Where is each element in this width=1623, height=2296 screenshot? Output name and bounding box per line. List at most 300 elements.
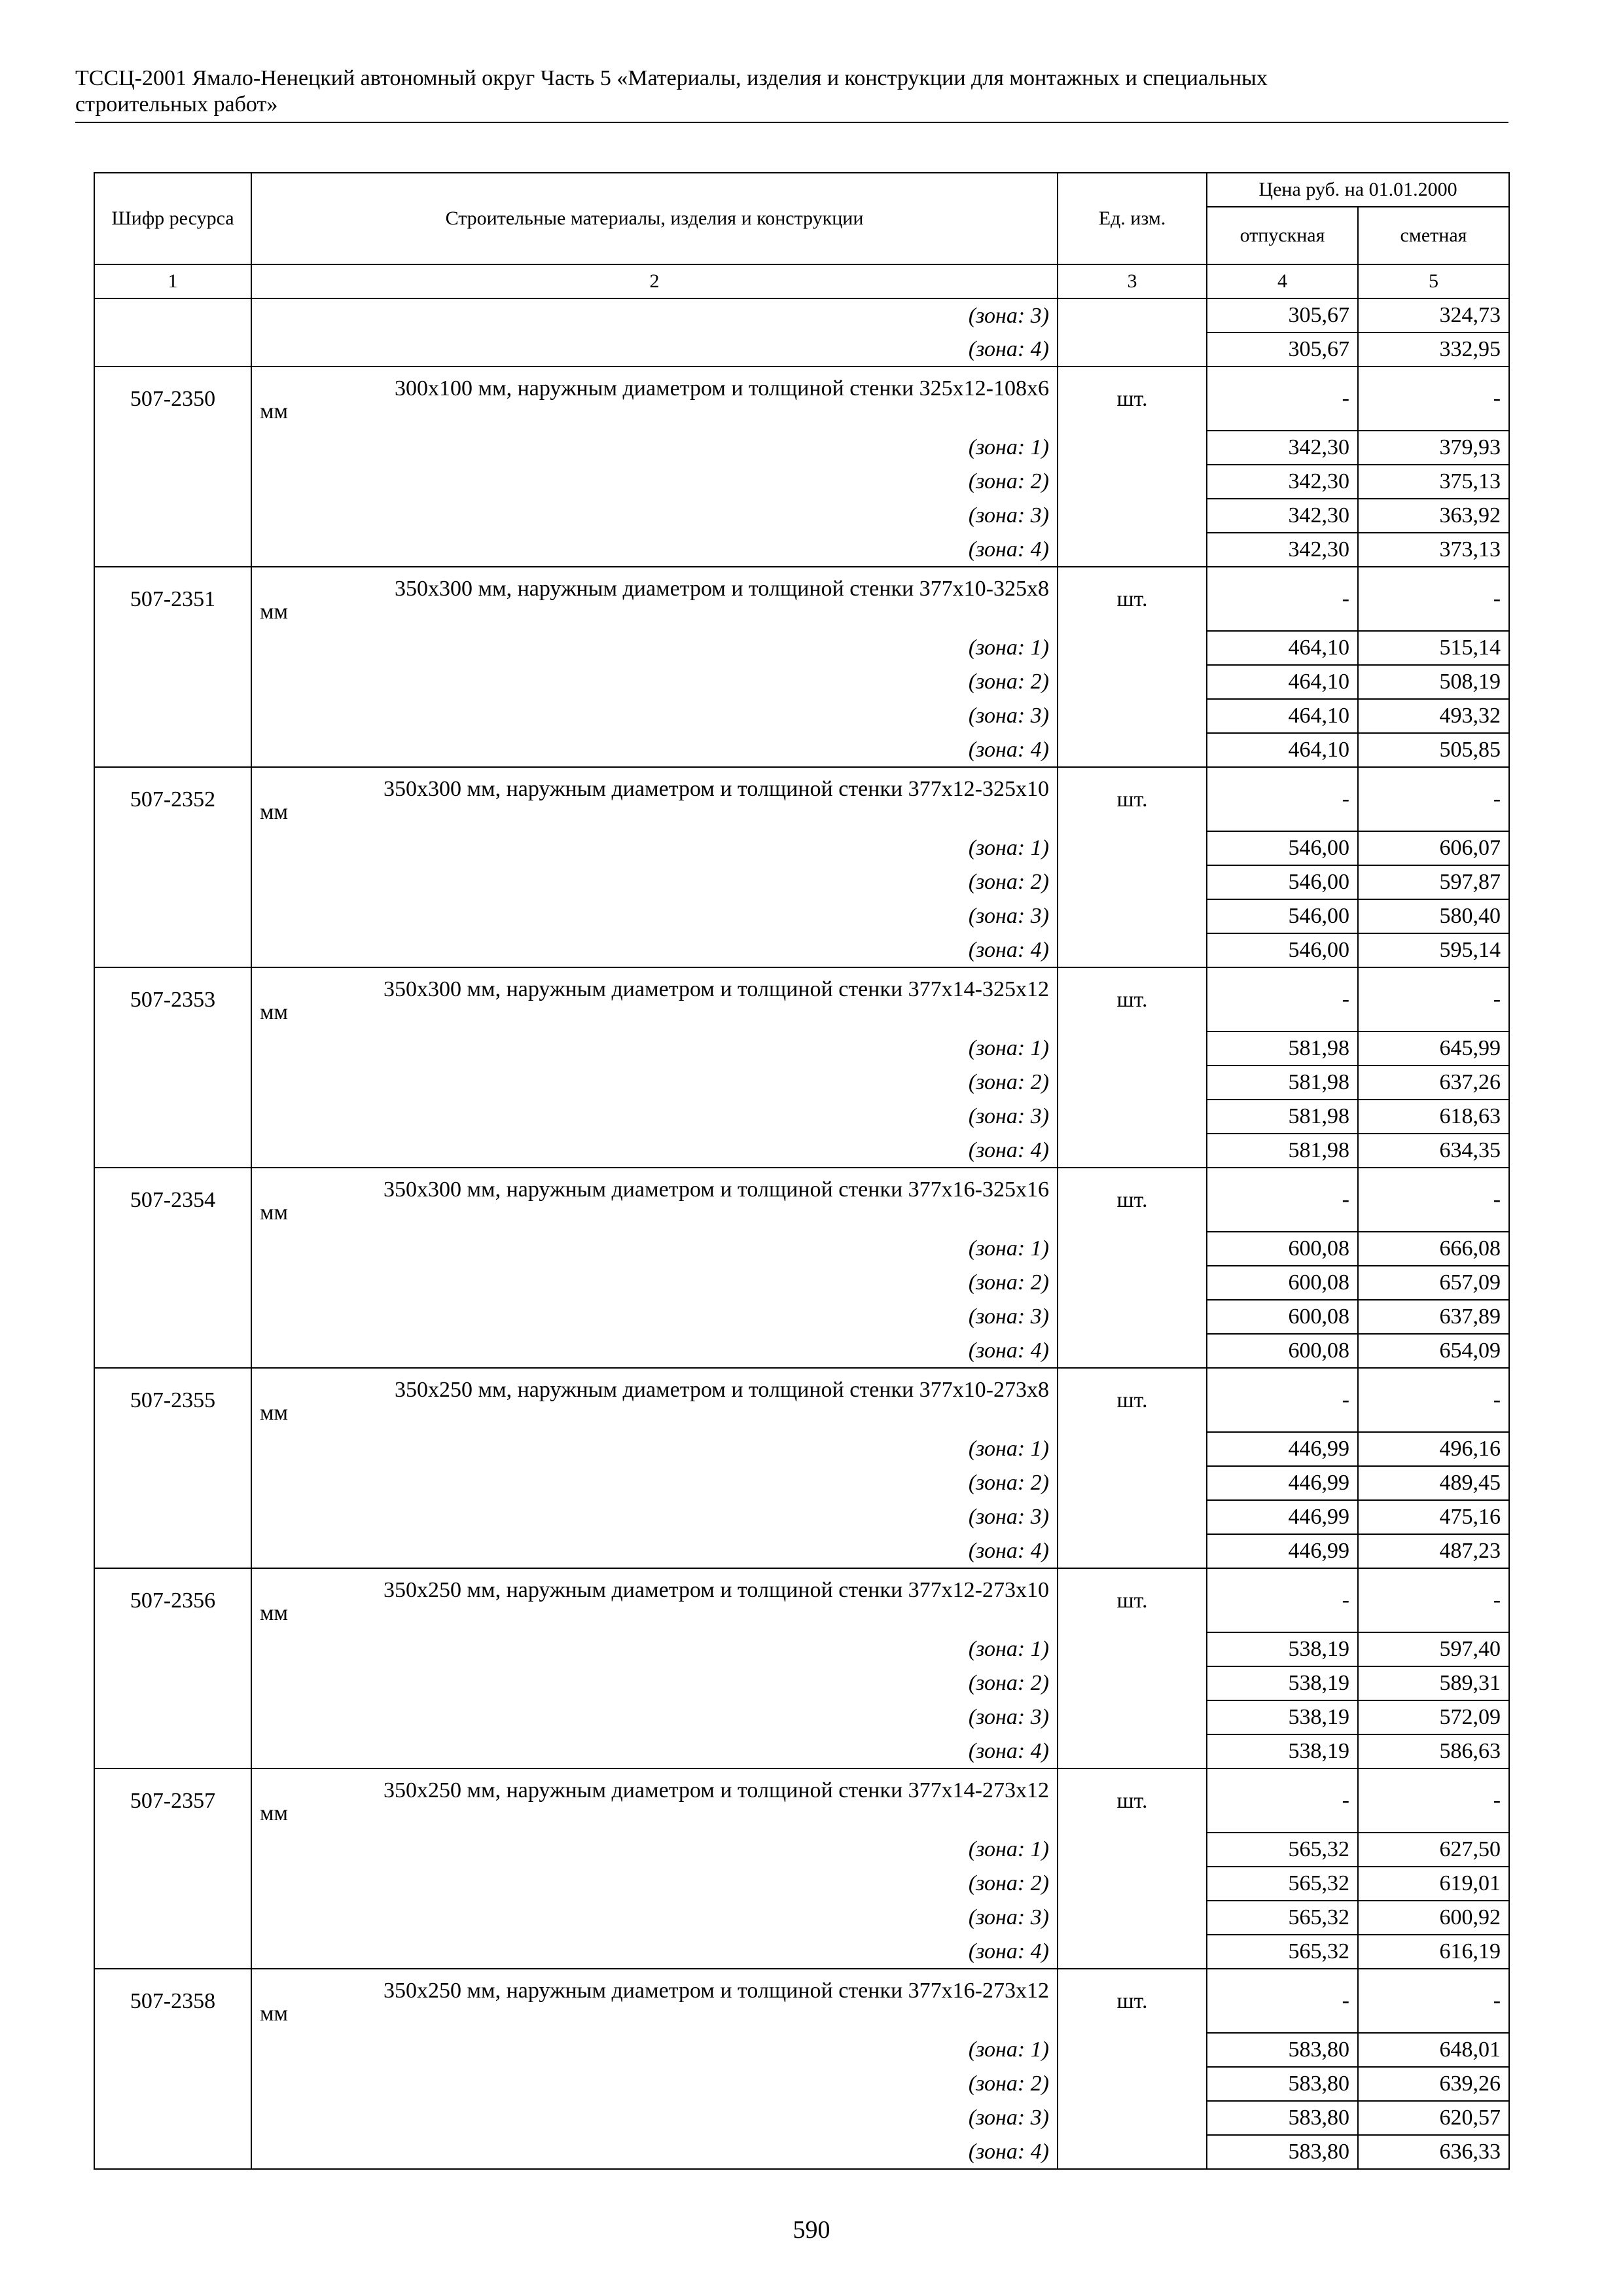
description-line2: мм <box>260 1200 289 1225</box>
release-price: 342,30 <box>1207 431 1358 465</box>
zone-row <box>94 1066 1509 1100</box>
code-cell-empty <box>94 933 251 967</box>
item-description <box>251 1368 1058 1432</box>
zone-row <box>94 1833 1509 1867</box>
estimate-price: 508,19 <box>1358 665 1509 699</box>
zone-label: (зона: 4) <box>251 1134 1058 1168</box>
release-price: 600,08 <box>1207 1300 1358 1334</box>
estimate-price: 616,19 <box>1358 1935 1509 1969</box>
release-price: - <box>1207 567 1358 631</box>
release-price: 464,10 <box>1207 631 1358 665</box>
estimate-price: 597,40 <box>1358 1632 1509 1666</box>
unit-of-measure: шт. <box>1058 967 1207 1031</box>
description-line1: 350х250 мм, наружным диаметром и толщиной стенки 377х10-273х8 <box>395 1377 1049 1402</box>
release-price: 581,98 <box>1207 1134 1358 1168</box>
col-header-code: Шифр ресурса <box>94 173 251 264</box>
resource-code: 507-2356 <box>94 1568 251 1632</box>
zone-row <box>94 2101 1509 2135</box>
code-cell-empty <box>94 733 251 767</box>
estimate-price: 666,08 <box>1358 1232 1509 1266</box>
estimate-price: 637,89 <box>1358 1300 1509 1334</box>
code-cell-empty <box>94 831 251 865</box>
zone-label: (зона: 2) <box>251 865 1058 899</box>
code-cell-empty <box>94 332 251 367</box>
zone-label: (зона: 1) <box>251 1632 1058 1666</box>
estimate-price: 636,33 <box>1358 2135 1509 2169</box>
zone-label: (зона: 3) <box>251 1100 1058 1134</box>
unit-cell-empty <box>1058 899 1207 933</box>
zone-row <box>94 699 1509 733</box>
unit-cell-empty <box>1058 1632 1207 1666</box>
description-line2: мм <box>260 799 289 824</box>
estimate-price: 363,92 <box>1358 499 1509 533</box>
zone-row <box>94 1700 1509 1734</box>
zone-label: (зона: 2) <box>251 465 1058 499</box>
code-cell-empty <box>94 2135 251 2169</box>
zone-label: (зона: 4) <box>251 1334 1058 1368</box>
col-header-estimate-price: сметная <box>1358 207 1509 264</box>
zone-label: (зона: 1) <box>251 1833 1058 1867</box>
code-cell-empty <box>94 1031 251 1066</box>
col-header-release-price: отпускная <box>1207 207 1358 264</box>
zone-label: (зона: 4) <box>251 733 1058 767</box>
zone-label: (зона: 2) <box>251 665 1058 699</box>
release-price: 538,19 <box>1207 1632 1358 1666</box>
item-description <box>251 967 1058 1031</box>
code-cell-empty <box>94 1833 251 1867</box>
release-price: 565,32 <box>1207 1833 1358 1867</box>
zone-label: (зона: 2) <box>251 1266 1058 1300</box>
release-price: 446,99 <box>1207 1534 1358 1568</box>
code-cell-empty <box>94 1935 251 1969</box>
col-number: 1 <box>94 264 251 298</box>
description-line1: 350х250 мм, наружным диаметром и толщиной стенки 377х14-273х12 <box>383 1778 1049 1803</box>
code-cell-empty <box>94 1066 251 1100</box>
zone-label: (зона: 3) <box>251 1901 1058 1935</box>
release-price: - <box>1207 1969 1358 2033</box>
zone-row <box>94 332 1509 367</box>
zone-label: (зона: 1) <box>251 431 1058 465</box>
zone-label: (зона: 4) <box>251 1734 1058 1768</box>
release-price: 342,30 <box>1207 465 1358 499</box>
col-header-price-group: Цена руб. на 01.01.2000 <box>1207 173 1509 207</box>
description-line2: мм <box>260 399 289 423</box>
release-price: - <box>1207 1568 1358 1632</box>
unit-cell-empty <box>1058 1833 1207 1867</box>
unit-cell-empty <box>1058 1300 1207 1334</box>
col-number: 2 <box>251 264 1058 298</box>
estimate-price: 639,26 <box>1358 2067 1509 2101</box>
unit-cell-empty <box>1058 2067 1207 2101</box>
header-title-line2: строительных работ» <box>75 92 278 117</box>
zone-label: (зона: 3) <box>251 2101 1058 2135</box>
unit-cell-empty <box>1058 699 1207 733</box>
code-cell-empty <box>94 1266 251 1300</box>
estimate-price: 324,73 <box>1358 298 1509 332</box>
code-cell-empty <box>94 1534 251 1568</box>
zone-row <box>94 2067 1509 2101</box>
description-line2: мм <box>260 599 289 624</box>
resource-code: 507-2352 <box>94 767 251 831</box>
zone-row <box>94 1466 1509 1500</box>
release-price: 538,19 <box>1207 1700 1358 1734</box>
release-price: 446,99 <box>1207 1500 1358 1534</box>
page-number: 590 <box>793 2216 830 2244</box>
zone-row <box>94 1867 1509 1901</box>
estimate-price: 505,85 <box>1358 733 1509 767</box>
release-price: - <box>1207 967 1358 1031</box>
unit-cell-empty <box>1058 831 1207 865</box>
item-description <box>251 1768 1058 1833</box>
code-cell-empty <box>94 1867 251 1901</box>
estimate-price: 375,13 <box>1358 465 1509 499</box>
zone-label: (зона: 4) <box>251 533 1058 567</box>
estimate-price: 606,07 <box>1358 831 1509 865</box>
header-title-line1: ТССЦ-2001 Ямало-Ненецкий автономный округ Часть 5 «Материалы, изделия и конструкции для монтажных и специальных <box>75 66 1268 90</box>
code-cell-empty <box>94 665 251 699</box>
code-cell-empty <box>94 699 251 733</box>
unit-cell-empty <box>1058 865 1207 899</box>
document-header <box>75 65 1502 118</box>
release-price: 305,67 <box>1207 298 1358 332</box>
description-line2: мм <box>260 1801 289 1825</box>
zone-label: (зона: 3) <box>251 699 1058 733</box>
release-price: 446,99 <box>1207 1466 1358 1500</box>
col-header-name: Строительные материалы, изделия и конструкции <box>251 173 1058 264</box>
unit-cell-empty <box>1058 1901 1207 1935</box>
unit-cell-empty <box>1058 465 1207 499</box>
zone-label: (зона: 2) <box>251 1066 1058 1100</box>
release-price: 581,98 <box>1207 1031 1358 1066</box>
description-line1: 350х250 мм, наружным диаметром и толщиной стенки 377х16-273х12 <box>383 1978 1049 2003</box>
unit-of-measure: шт. <box>1058 1768 1207 1833</box>
zone-row <box>94 899 1509 933</box>
estimate-price: - <box>1358 367 1509 431</box>
release-price: - <box>1207 767 1358 831</box>
code-cell-empty <box>94 298 251 332</box>
unit-cell-empty <box>1058 1500 1207 1534</box>
estimate-price: 580,40 <box>1358 899 1509 933</box>
zone-row <box>94 1031 1509 1066</box>
code-cell-empty <box>94 2033 251 2067</box>
estimate-price: 627,50 <box>1358 1833 1509 1867</box>
zone-row <box>94 1500 1509 1534</box>
unit-cell-empty <box>1058 1266 1207 1300</box>
unit-cell-empty <box>1058 1867 1207 1901</box>
zone-row <box>94 1534 1509 1568</box>
release-price: 583,80 <box>1207 2033 1358 2067</box>
resource-code: 507-2351 <box>94 567 251 631</box>
release-price: 600,08 <box>1207 1334 1358 1368</box>
estimate-price: - <box>1358 567 1509 631</box>
zone-label: (зона: 1) <box>251 1031 1058 1066</box>
zone-label: (зона: 2) <box>251 1466 1058 1500</box>
estimate-price: 657,09 <box>1358 1266 1509 1300</box>
zone-label: (зона: 1) <box>251 1232 1058 1266</box>
description-line1: 350х300 мм, наружным диаметром и толщиной стенки 377х12-325х10 <box>383 776 1049 801</box>
release-price: 464,10 <box>1207 665 1358 699</box>
item-description <box>251 1969 1058 2033</box>
code-cell-empty <box>94 1466 251 1500</box>
unit-cell-empty <box>1058 1100 1207 1134</box>
unit-cell-empty <box>1058 1432 1207 1466</box>
item-description <box>251 367 1058 431</box>
code-cell-empty <box>94 1134 251 1168</box>
zone-row <box>94 1334 1509 1368</box>
zone-label: (зона: 2) <box>251 1867 1058 1901</box>
zone-row <box>94 1300 1509 1334</box>
description-line1: 350х300 мм, наружным диаметром и толщиной стенки 377х10-325х8 <box>395 576 1049 601</box>
code-cell-empty <box>94 1700 251 1734</box>
zone-row <box>94 1632 1509 1666</box>
zone-label: (зона: 2) <box>251 2067 1058 2101</box>
table-header <box>94 173 1509 298</box>
estimate-price: 373,13 <box>1358 533 1509 567</box>
table-row <box>94 367 1509 431</box>
estimate-price: 620,57 <box>1358 2101 1509 2135</box>
item-description <box>251 1168 1058 1232</box>
unit-cell-empty <box>1058 2135 1207 2169</box>
zone-row <box>94 865 1509 899</box>
estimate-price: 597,87 <box>1358 865 1509 899</box>
code-cell-empty <box>94 1500 251 1534</box>
description-line1: 350х300 мм, наружным диаметром и толщиной стенки 377х16-325х16 <box>383 1177 1049 1202</box>
code-cell-empty <box>94 899 251 933</box>
release-price: 546,00 <box>1207 933 1358 967</box>
release-price: 464,10 <box>1207 733 1358 767</box>
release-price: - <box>1207 367 1358 431</box>
unit-cell-empty <box>1058 1534 1207 1568</box>
unit-cell-empty <box>1058 1134 1207 1168</box>
release-price: 342,30 <box>1207 533 1358 567</box>
release-price: 538,19 <box>1207 1734 1358 1768</box>
estimate-price: 645,99 <box>1358 1031 1509 1066</box>
unit-cell-empty <box>1058 1334 1207 1368</box>
estimate-price: 619,01 <box>1358 1867 1509 1901</box>
description-line2: мм <box>260 1400 289 1425</box>
code-cell-empty <box>94 1632 251 1666</box>
resource-code: 507-2358 <box>94 1969 251 2033</box>
code-cell-empty <box>94 2101 251 2135</box>
col-number: 4 <box>1207 264 1358 298</box>
unit-cell-empty <box>1058 1935 1207 1969</box>
resource-code: 507-2354 <box>94 1168 251 1232</box>
unit-cell-empty <box>1058 2101 1207 2135</box>
zone-label: (зона: 4) <box>251 1935 1058 1969</box>
estimate-price: 637,26 <box>1358 1066 1509 1100</box>
estimate-price: 648,01 <box>1358 2033 1509 2067</box>
unit-of-measure: шт. <box>1058 1568 1207 1632</box>
zone-row <box>94 1432 1509 1466</box>
unit-cell-empty <box>1058 665 1207 699</box>
code-cell-empty <box>94 1432 251 1466</box>
estimate-price: 634,35 <box>1358 1134 1509 1168</box>
unit-cell-empty <box>1058 1066 1207 1100</box>
code-cell-empty <box>94 1734 251 1768</box>
unit-of-measure: шт. <box>1058 567 1207 631</box>
unit-of-measure: шт. <box>1058 367 1207 431</box>
release-price: - <box>1207 1168 1358 1232</box>
zone-row <box>94 831 1509 865</box>
release-price: - <box>1207 1768 1358 1833</box>
estimate-price: - <box>1358 1368 1509 1432</box>
unit-cell-empty <box>1058 1232 1207 1266</box>
unit-cell-empty <box>1058 1031 1207 1066</box>
estimate-price: - <box>1358 967 1509 1031</box>
zone-row <box>94 733 1509 767</box>
code-cell-empty <box>94 431 251 465</box>
release-price: 583,80 <box>1207 2101 1358 2135</box>
release-price: 305,67 <box>1207 332 1358 367</box>
zone-label: (зона: 1) <box>251 1432 1058 1466</box>
zone-label: (зона: 2) <box>251 1666 1058 1700</box>
code-cell-empty <box>94 1300 251 1334</box>
release-price: 446,99 <box>1207 1432 1358 1466</box>
code-cell-empty <box>94 1232 251 1266</box>
estimate-price: 589,31 <box>1358 1666 1509 1700</box>
header-divider <box>75 122 1508 123</box>
zone-row <box>94 2033 1509 2067</box>
table-row <box>94 967 1509 1031</box>
zone-label: (зона: 4) <box>251 1534 1058 1568</box>
estimate-price: - <box>1358 1768 1509 1833</box>
unit-of-measure: шт. <box>1058 1368 1207 1432</box>
description-line1: 300х100 мм, наружным диаметром и толщиной стенки 325х12-108х6 <box>395 376 1049 401</box>
unit-cell-empty <box>1058 298 1207 332</box>
description-line1: 350х300 мм, наружным диаметром и толщиной стенки 377х14-325х12 <box>383 977 1049 1001</box>
item-description <box>251 567 1058 631</box>
table-row <box>94 1568 1509 1632</box>
estimate-price: 595,14 <box>1358 933 1509 967</box>
unit-cell-empty <box>1058 1734 1207 1768</box>
resource-code: 507-2357 <box>94 1768 251 1833</box>
estimate-price: 654,09 <box>1358 1334 1509 1368</box>
release-price: 538,19 <box>1207 1666 1358 1700</box>
zone-row <box>94 1266 1509 1300</box>
estimate-price: 332,95 <box>1358 332 1509 367</box>
release-price: 600,08 <box>1207 1232 1358 1266</box>
release-price: 600,08 <box>1207 1266 1358 1300</box>
estimate-price: 572,09 <box>1358 1700 1509 1734</box>
zone-label: (зона: 1) <box>251 631 1058 665</box>
code-cell-empty <box>94 1334 251 1368</box>
table-row <box>94 1368 1509 1432</box>
release-price: 581,98 <box>1207 1100 1358 1134</box>
col-number: 5 <box>1358 264 1509 298</box>
release-price: 583,80 <box>1207 2135 1358 2169</box>
zone-row <box>94 1134 1509 1168</box>
unit-cell-empty <box>1058 733 1207 767</box>
release-price: 583,80 <box>1207 2067 1358 2101</box>
unit-of-measure: шт. <box>1058 1969 1207 2033</box>
release-price: 565,32 <box>1207 1867 1358 1901</box>
zone-row <box>94 1734 1509 1768</box>
release-price: 546,00 <box>1207 865 1358 899</box>
zone-label: (зона: 1) <box>251 831 1058 865</box>
estimate-price: 515,14 <box>1358 631 1509 665</box>
release-price: 581,98 <box>1207 1066 1358 1100</box>
code-cell-empty <box>94 1100 251 1134</box>
code-cell-empty <box>94 631 251 665</box>
zone-label: (зона: 4) <box>251 2135 1058 2169</box>
unit-cell-empty <box>1058 332 1207 367</box>
zone-row <box>94 1901 1509 1935</box>
zone-label: (зона: 3) <box>251 298 1058 332</box>
release-price: 464,10 <box>1207 699 1358 733</box>
estimate-price: 618,63 <box>1358 1100 1509 1134</box>
item-description <box>251 1568 1058 1632</box>
zone-row <box>94 665 1509 699</box>
estimate-price: - <box>1358 1168 1509 1232</box>
release-price: - <box>1207 1368 1358 1432</box>
zone-label: (зона: 3) <box>251 1700 1058 1734</box>
description-line2: мм <box>260 2001 289 2026</box>
zone-row <box>94 1666 1509 1700</box>
zone-label: (зона: 4) <box>251 933 1058 967</box>
zone-row <box>94 465 1509 499</box>
code-cell-empty <box>94 499 251 533</box>
unit-of-measure: шт. <box>1058 1168 1207 1232</box>
zone-row <box>94 1100 1509 1134</box>
table-row <box>94 1768 1509 1833</box>
release-price: 565,32 <box>1207 1935 1358 1969</box>
unit-cell-empty <box>1058 1466 1207 1500</box>
estimate-price: - <box>1358 1969 1509 2033</box>
zone-row <box>94 499 1509 533</box>
zone-row <box>94 1935 1509 1969</box>
col-header-unit: Ед. изм. <box>1058 173 1207 264</box>
estimate-price: 493,32 <box>1358 699 1509 733</box>
release-price: 546,00 <box>1207 899 1358 933</box>
unit-cell-empty <box>1058 631 1207 665</box>
zone-label: (зона: 3) <box>251 499 1058 533</box>
zone-row <box>94 431 1509 465</box>
estimate-price: - <box>1358 767 1509 831</box>
code-cell-empty <box>94 865 251 899</box>
estimate-price: 475,16 <box>1358 1500 1509 1534</box>
estimate-price: 600,92 <box>1358 1901 1509 1935</box>
col-number: 3 <box>1058 264 1207 298</box>
unit-cell-empty <box>1058 1700 1207 1734</box>
unit-cell-empty <box>1058 2033 1207 2067</box>
unit-of-measure: шт. <box>1058 767 1207 831</box>
code-cell-empty <box>94 465 251 499</box>
table-body <box>94 298 1509 2169</box>
estimate-price: - <box>1358 1568 1509 1632</box>
resource-code: 507-2355 <box>94 1368 251 1432</box>
zone-row <box>94 298 1509 332</box>
item-description <box>251 767 1058 831</box>
release-price: 342,30 <box>1207 499 1358 533</box>
unit-cell-empty <box>1058 431 1207 465</box>
zone-label: (зона: 4) <box>251 332 1058 367</box>
zone-row <box>94 933 1509 967</box>
price-table <box>94 172 1510 2170</box>
description-line2: мм <box>260 1600 289 1625</box>
unit-cell-empty <box>1058 533 1207 567</box>
estimate-price: 586,63 <box>1358 1734 1509 1768</box>
zone-row <box>94 533 1509 567</box>
table-row <box>94 1969 1509 2033</box>
zone-label: (зона: 3) <box>251 1500 1058 1534</box>
zone-row <box>94 1232 1509 1266</box>
code-cell-empty <box>94 533 251 567</box>
description-line2: мм <box>260 999 289 1024</box>
code-cell-empty <box>94 2067 251 2101</box>
resource-code: 507-2353 <box>94 967 251 1031</box>
estimate-price: 496,16 <box>1358 1432 1509 1466</box>
table-row <box>94 1168 1509 1232</box>
